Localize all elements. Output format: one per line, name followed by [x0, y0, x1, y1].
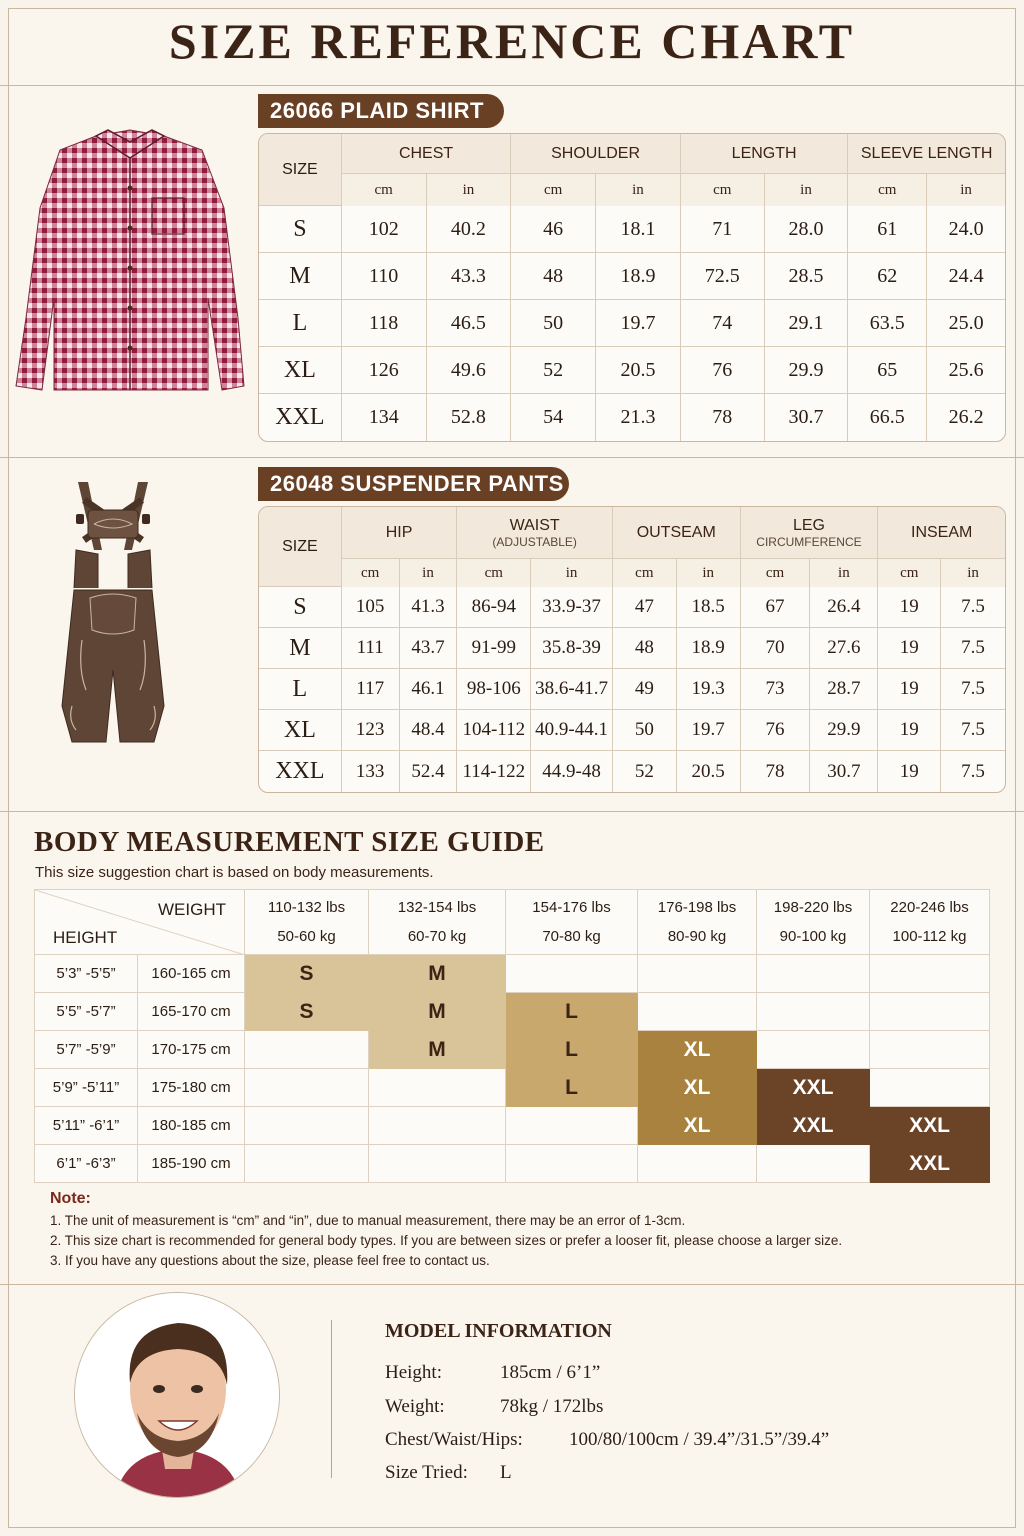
value-cell: 40.2 — [427, 206, 512, 253]
table-row — [259, 300, 1005, 347]
height-cm-cell: 160-165 cm — [138, 955, 245, 993]
size-header: SIZE — [259, 507, 342, 587]
note-item: 1. The unit of measurement is “cm” and “in”, due to manual measurement, there may be an error of 1-3cm. — [50, 1213, 686, 1228]
size-recommendation-cell: M — [369, 1031, 506, 1069]
table-row — [35, 1031, 990, 1069]
value-cell: 20.5 — [596, 347, 681, 394]
weight-lbs: 220-246 lbs — [890, 899, 969, 916]
value-cell: 46 — [511, 206, 596, 253]
height-cm-cell: 185-190 cm — [138, 1145, 245, 1183]
value-cell: 110 — [342, 253, 427, 300]
size-recommendation-cell — [757, 1031, 870, 1069]
value-cell: 18.9 — [596, 253, 681, 300]
value-cell: 111 — [342, 628, 400, 669]
height-ft-cell: 5’5” -5’7” — [35, 993, 138, 1031]
size-cell: XL — [259, 710, 342, 751]
weight-column-header — [369, 890, 506, 955]
divider — [331, 1320, 332, 1478]
value-cell: 67 — [741, 587, 811, 628]
value-cell: 104-112 — [457, 710, 531, 751]
pants-size-table — [258, 506, 1006, 793]
value-cell: 123 — [342, 710, 400, 751]
height-ft-cell: 5’7” -5’9” — [35, 1031, 138, 1069]
weight-height-corner — [35, 890, 245, 955]
inseam-header: INSEAM — [878, 507, 1005, 559]
size-tried-value: L — [500, 1462, 512, 1483]
size-recommendation-cell: XL — [638, 1069, 757, 1107]
note-heading: Note: — [50, 1190, 91, 1207]
unit-header: in — [596, 174, 681, 206]
shirt-label: 26066 PLAID SHIRT — [258, 94, 504, 128]
size-cell: XXL — [259, 394, 342, 441]
height-cm-cell: 170-175 cm — [138, 1031, 245, 1069]
size-recommendation-cell: XXL — [757, 1107, 870, 1145]
size-recommendation-cell — [245, 1069, 369, 1107]
value-cell: 117 — [342, 669, 400, 710]
unit-header: cm — [878, 559, 941, 587]
value-cell: 25.0 — [927, 300, 1005, 347]
size-recommendation-cell: L — [506, 1069, 638, 1107]
shirt-size-table — [258, 133, 1006, 442]
table-row — [35, 1107, 990, 1145]
value-cell: 48 — [511, 253, 596, 300]
value-cell: 91-99 — [457, 628, 531, 669]
weight-kg: 50-60 kg — [277, 928, 336, 945]
value-cell: 134 — [342, 394, 427, 441]
value-cell: 71 — [681, 206, 765, 253]
value-cell: 26.4 — [810, 587, 878, 628]
height-ft-cell: 5’9” -5’11” — [35, 1069, 138, 1107]
weight-column-header — [757, 890, 870, 955]
value-cell: 76 — [681, 347, 765, 394]
value-cell: 19.7 — [677, 710, 741, 751]
unit-header: in — [677, 559, 741, 587]
weight-column-header — [870, 890, 990, 955]
value-cell: 19.3 — [677, 669, 741, 710]
value-cell: 66.5 — [848, 394, 927, 441]
value-cell: 44.9-48 — [531, 751, 613, 792]
value-cell: 114-122 — [457, 751, 531, 792]
value-cell: 61 — [848, 206, 927, 253]
weight-column-header — [245, 890, 369, 955]
size-cell: L — [259, 300, 342, 347]
table-row — [35, 1145, 990, 1183]
unit-header: cm — [457, 559, 531, 587]
value-cell: 25.6 — [927, 347, 1005, 394]
weight-lbs: 176-198 lbs — [657, 899, 737, 916]
value-cell: 47 — [613, 587, 677, 628]
size-recommendation-cell — [870, 1031, 990, 1069]
unit-header: in — [400, 559, 458, 587]
size-recommendation-cell: S — [245, 993, 369, 1031]
value-cell: 48 — [613, 628, 677, 669]
height-label: HEIGHT — [53, 928, 118, 947]
size-cell: L — [259, 669, 342, 710]
size-recommendation-cell: S — [245, 955, 369, 993]
unit-header: cm — [613, 559, 677, 587]
value-cell: 7.5 — [961, 760, 985, 782]
divider — [0, 457, 1024, 458]
outseam-header: OUTSEAM — [613, 507, 741, 559]
size-recommendation-cell — [369, 1145, 506, 1183]
table-row — [259, 710, 1005, 751]
weight-lbs: 154-176 lbs — [532, 899, 611, 916]
value-cell: 46.1 — [400, 669, 458, 710]
value-cell: 78 — [681, 394, 765, 441]
size-recommendation-cell — [870, 955, 990, 993]
value-cell: 102 — [342, 206, 427, 253]
value-cell: 7.5 — [941, 587, 1005, 628]
table-row — [259, 751, 1005, 792]
value-cell: 30.7 — [810, 751, 878, 792]
height-cm-cell: 165-170 cm — [138, 993, 245, 1031]
size-recommendation-cell: XXL — [870, 1107, 990, 1145]
value-cell: 73 — [741, 669, 811, 710]
value-cell: 19 — [878, 587, 941, 628]
value-cell: 48.4 — [400, 710, 458, 751]
size-recommendation-cell: XXL — [757, 1069, 870, 1107]
weight-column-header — [638, 890, 757, 955]
table-row — [259, 587, 1005, 628]
unit-header: cm — [848, 174, 927, 206]
model-photo — [74, 1292, 280, 1498]
value-cell: 28.5 — [765, 253, 849, 300]
divider — [0, 85, 1024, 86]
value-cell: 86-94 — [457, 587, 531, 628]
value-cell: 19 — [878, 628, 941, 669]
value-cell: 18.9 — [677, 628, 741, 669]
size-cell: XXL — [259, 751, 342, 792]
value-cell: 7.5 — [941, 710, 1005, 751]
size-recommendation-cell — [638, 1145, 757, 1183]
note-item: 2. This size chart is recommended for general body types. If you are between sizes or prefer a looser fit, please choose a larger size. — [50, 1233, 843, 1248]
weight-kg: 70-80 kg — [542, 928, 601, 945]
value-cell: 29.9 — [765, 347, 849, 394]
value-cell: 52 — [511, 347, 596, 394]
value-cell: 35.8-39 — [531, 628, 613, 669]
value-cell: 19.7 — [596, 300, 681, 347]
unit-header: in — [810, 559, 878, 587]
size-recommendation-cell — [870, 993, 990, 1031]
unit-header: cm — [681, 174, 765, 206]
weight-lbs: 110-132 lbs — [267, 899, 346, 916]
leg-circumference-header: LEG CIRCUMFERENCE — [741, 507, 879, 559]
unit-header: in — [531, 559, 613, 587]
chest-waist-hips-value: 100/80/100cm / 39.4”/31.5”/39.4” — [569, 1429, 830, 1450]
value-cell: 26.2 — [948, 406, 984, 428]
model-info-title: MODEL INFORMATION — [385, 1320, 612, 1342]
value-cell: 74 — [681, 300, 765, 347]
value-cell: 19 — [878, 669, 941, 710]
unit-header: in — [427, 174, 512, 206]
length-header: LENGTH — [681, 134, 849, 174]
weight-label: WEIGHT — [158, 900, 226, 919]
page-title: SIZE REFERENCE CHART — [168, 13, 856, 69]
value-cell: 18.1 — [596, 206, 681, 253]
value-cell: 49 — [613, 669, 677, 710]
size-recommendation-cell: L — [506, 1031, 638, 1069]
size-recommendation-cell — [369, 1069, 506, 1107]
sleeve-length-header: SLEEVE LENGTH — [848, 134, 1005, 174]
suspender-pants-image — [54, 480, 172, 746]
weight-kg: 60-70 kg — [407, 928, 467, 945]
weight-lbs: 198-220 lbs — [773, 899, 853, 916]
value-cell: 52.4 — [400, 751, 458, 792]
size-recommendation-cell — [870, 1069, 990, 1107]
value-cell: 28.0 — [765, 206, 849, 253]
size-cell: XL — [259, 347, 342, 394]
divider — [0, 811, 1024, 812]
value-cell: 50 — [613, 710, 677, 751]
value-cell: 72.5 — [681, 253, 765, 300]
value-cell: 52.8 — [427, 394, 512, 441]
size-recommendation-cell — [245, 1107, 369, 1145]
value-cell: 62 — [848, 253, 927, 300]
value-cell: 76 — [741, 710, 811, 751]
value-cell: 70 — [741, 628, 811, 669]
size-recommendation-cell — [638, 955, 757, 993]
guide-title: BODY MEASUREMENT SIZE GUIDE — [34, 826, 545, 858]
chest-waist-hips-label: Chest/Waist/Hips: — [385, 1429, 523, 1450]
unit-header: cm — [342, 559, 400, 587]
unit-header: in — [941, 559, 1005, 587]
value-cell: 43.7 — [400, 628, 458, 669]
value-cell: 27.6 — [810, 628, 878, 669]
size-tried-label: Size Tried: — [385, 1462, 468, 1483]
weight-column-header — [506, 890, 638, 955]
size-recommendation-cell: M — [369, 993, 506, 1031]
size-recommendation-cell — [757, 955, 870, 993]
size-recommendation-cell — [506, 1145, 638, 1183]
table-row — [259, 669, 1005, 710]
table-row — [259, 628, 1005, 669]
size-recommendation-cell: M — [369, 955, 506, 993]
waist-header: WAIST (ADJUSTABLE) — [457, 507, 613, 559]
weight-label: Weight: — [385, 1396, 445, 1417]
unit-header: cm — [741, 559, 811, 587]
weight-kg: 80-90 kg — [667, 928, 727, 945]
chest-header: CHEST — [342, 134, 511, 174]
value-cell: 24.4 — [927, 253, 1005, 300]
size-recommendation-cell — [245, 1145, 369, 1183]
value-cell: 50 — [511, 300, 596, 347]
value-cell: 65 — [848, 347, 927, 394]
divider — [0, 1284, 1024, 1285]
unit-header: cm — [511, 174, 596, 206]
plaid-shirt-image — [12, 128, 247, 400]
value-cell: 133 — [342, 751, 400, 792]
value-cell: 33.9-37 — [531, 587, 613, 628]
size-recommendation-cell — [506, 1107, 638, 1145]
value-cell: 7.5 — [941, 669, 1005, 710]
size-cell: S — [259, 206, 342, 253]
size-recommendation-cell: L — [506, 993, 638, 1031]
size-cell: M — [259, 253, 342, 300]
size-recommendation-cell — [757, 1145, 870, 1183]
value-cell: 126 — [342, 347, 427, 394]
guide-subtitle: This size suggestion chart is based on body measurements. — [35, 864, 434, 881]
value-cell: 52 — [613, 751, 677, 792]
value-cell: 40.9-44.1 — [531, 710, 613, 751]
size-header: SIZE — [259, 134, 342, 206]
shoulder-header: SHOULDER — [511, 134, 681, 174]
pants-label: 26048 SUSPENDER PANTS — [258, 467, 569, 501]
value-cell: 38.6-41.7 — [531, 669, 613, 710]
value-cell: 41.3 — [400, 587, 458, 628]
value-cell: 29.1 — [765, 300, 849, 347]
value-cell: 20.5 — [677, 751, 741, 792]
value-cell: 7.5 — [941, 628, 1005, 669]
value-cell: 98-106 — [457, 669, 531, 710]
size-recommendation-cell — [369, 1107, 506, 1145]
size-recommendation-cell — [506, 955, 638, 993]
table-row — [259, 253, 1005, 300]
size-recommendation-cell — [638, 993, 757, 1031]
height-cm-cell: 180-185 cm — [138, 1107, 245, 1145]
body-size-guide-table — [34, 889, 990, 1183]
value-cell: 105 — [342, 587, 400, 628]
value-cell: 28.7 — [810, 669, 878, 710]
value-cell: 54 — [511, 394, 596, 441]
height-cm-cell: 175-180 cm — [138, 1069, 245, 1107]
table-row — [259, 347, 1005, 394]
size-recommendation-cell: XL — [638, 1107, 757, 1145]
weight-lbs: 132-154 lbs — [397, 899, 477, 916]
unit-header: in — [927, 174, 1005, 206]
unit-header: cm — [342, 174, 427, 206]
height-ft-cell: 5’3” -5’5” — [35, 955, 138, 993]
value-cell: 49.6 — [427, 347, 512, 394]
value-cell: 43.3 — [427, 253, 512, 300]
height-value: 185cm / 6’1” — [500, 1362, 601, 1383]
value-cell: 19 — [878, 751, 941, 792]
table-row — [35, 1069, 990, 1107]
size-cell: M — [259, 628, 342, 669]
value-cell: 63.5 — [848, 300, 927, 347]
hip-header: HIP — [342, 507, 458, 559]
height-ft-cell: 6’1” -6’3” — [35, 1145, 138, 1183]
size-recommendation-cell — [757, 993, 870, 1031]
value-cell: 30.7 — [765, 394, 849, 441]
unit-header: in — [765, 174, 849, 206]
size-recommendation-cell: XXL — [870, 1145, 990, 1183]
value-cell: 78 — [741, 751, 811, 792]
table-row — [35, 955, 990, 993]
note-item: 3. If you have any questions about the size, please feel free to contact us. — [50, 1253, 490, 1268]
height-label: Height: — [385, 1362, 442, 1383]
table-row — [259, 394, 1005, 441]
weight-kg: 100-112 kg — [892, 928, 967, 945]
size-recommendation-cell — [245, 1031, 369, 1069]
value-cell: 46.5 — [427, 300, 512, 347]
value-cell: 118 — [342, 300, 427, 347]
size-cell: S — [259, 587, 342, 628]
value-cell: 19 — [878, 710, 941, 751]
size-recommendation-cell: XL — [638, 1031, 757, 1069]
height-ft-cell: 5’11” -6’1” — [35, 1107, 138, 1145]
weight-kg: 90-100 kg — [779, 928, 847, 945]
value-cell: 18.5 — [677, 587, 741, 628]
value-cell: 29.9 — [810, 710, 878, 751]
table-row — [35, 993, 990, 1031]
value-cell: 24.0 — [927, 206, 1005, 253]
table-row — [259, 206, 1005, 253]
value-cell: 21.3 — [596, 394, 681, 441]
weight-value: 78kg / 172lbs — [500, 1396, 604, 1417]
